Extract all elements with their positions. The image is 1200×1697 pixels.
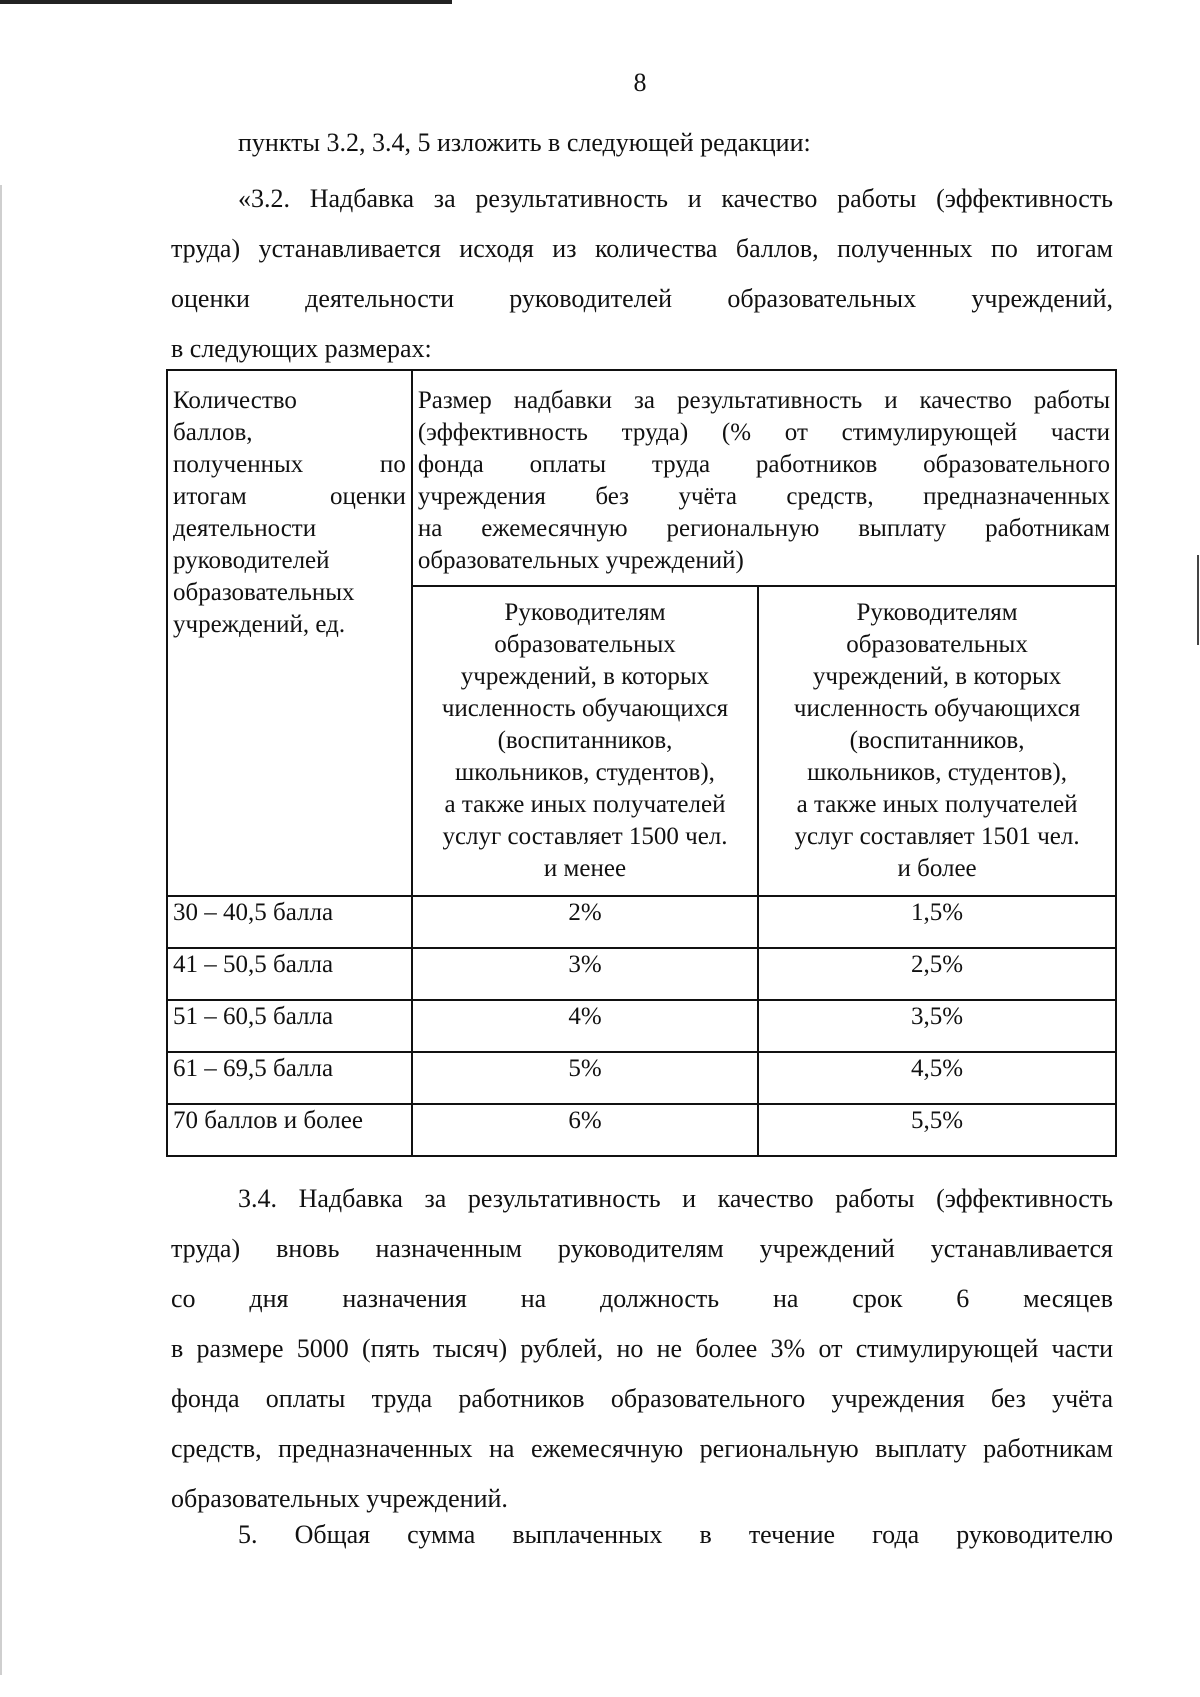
table-row (167, 1000, 1116, 1052)
points-range-cell: 51 – 60,5 балла (167, 1000, 412, 1052)
points-range-cell: 61 – 69,5 балла (167, 1052, 412, 1104)
header-points-line: баллов, (173, 419, 253, 446)
bonus-large-school-cell: 2,5% (758, 948, 1116, 1000)
subheader-line: учреждений, в которых (812, 663, 1062, 690)
subheader-line: образовательных (846, 631, 1028, 658)
header-bonus-line: Размер надбавки за результативность и качество работы (417, 387, 1110, 414)
bonus-small-school-cell: 4% (412, 1000, 758, 1052)
header-bonus-size-cell (412, 370, 1116, 586)
bonus-small-school-cell: 5% (412, 1052, 758, 1104)
right-edge-mark (1197, 555, 1199, 645)
section-3-2-line: труда) устанавливается исходя из количества баллов, полученных по итогам (171, 234, 1113, 263)
subheader-line: численность обучающихся (793, 695, 1081, 722)
subheader-line: и более (897, 855, 977, 882)
section-3-4-line: в размере 5000 (пять тысяч) рублей, но не более 3% от стимулирующей части (171, 1334, 1113, 1363)
table-header-row (167, 370, 1116, 586)
left-margin-line (0, 185, 2, 1675)
section-3-4-line: фонда оплаты труда работников образовательного учреждения без учёта (171, 1384, 1113, 1413)
header-points-line: итогам оценки (173, 483, 406, 510)
subheader-line: численность обучающихся (441, 695, 729, 722)
points-range-cell: 70 баллов и более (167, 1104, 412, 1156)
table-row (167, 1052, 1116, 1104)
table-row (167, 1104, 1116, 1156)
bonus-large-school-cell: 3,5% (758, 1000, 1116, 1052)
section-3-4-line: со дня назначения на должность на срок 6 месяцев (171, 1284, 1113, 1313)
points-range-cell: 41 – 50,5 балла (167, 948, 412, 1000)
subheader-1500-or-less-cell (412, 586, 758, 896)
subheader-line: Руководителям (504, 599, 666, 626)
header-bonus-line: фонда оплаты труда работников образовательного (417, 451, 1110, 478)
header-bonus-line: учреждения без учёта средств, предназначенных (417, 483, 1110, 510)
subheader-line: учреждений, в которых (460, 663, 710, 690)
bonus-small-school-cell: 3% (412, 948, 758, 1000)
section-3-4-paragraph (171, 1174, 1113, 1524)
header-points-line: деятельности (173, 515, 317, 542)
header-points-line: полученных по (173, 451, 406, 478)
header-points-cell (167, 370, 412, 896)
bonus-large-school-cell: 5,5% (758, 1104, 1116, 1156)
subheader-line: услуг составляет 1500 чел. (442, 823, 728, 850)
header-bonus-line: образовательных учреждений) (417, 547, 744, 574)
subheader-line: школьников, студентов), (807, 759, 1068, 786)
page-number: 8 (633, 68, 647, 97)
subheader-line: а также иных получателей (796, 791, 1078, 818)
header-points-line: Количество (173, 387, 297, 414)
header-points-line: образовательных (173, 579, 355, 606)
subheader-line: а также иных получателей (444, 791, 726, 818)
section-3-2-line: «3.2. Надбавка за результативность и качество работы (эффективность (238, 184, 1113, 213)
section-3-4-line: средств, предназначенных на ежемесячную региональную выплату работникам (171, 1434, 1113, 1463)
table-row (167, 948, 1116, 1000)
bonus-table (166, 369, 1117, 1157)
bonus-small-school-cell: 2% (412, 896, 758, 948)
subheader-line: (воспитанников, (497, 727, 673, 754)
table-row (167, 896, 1116, 948)
subheader-line: и менее (543, 855, 627, 882)
top-edge-rule (0, 0, 452, 4)
points-range-cell: 30 – 40,5 балла (167, 896, 412, 948)
header-points-line: руководителей (173, 547, 330, 574)
section-3-4-line: образовательных учреждений. (171, 1484, 508, 1513)
subheader-line: Руководителям (856, 599, 1018, 626)
bonus-large-school-cell: 1,5% (758, 896, 1116, 948)
subheader-1501-or-more-cell (758, 586, 1116, 896)
section-3-4-line: труда) вновь назначенным руководителям учреждений устанавливается (171, 1234, 1113, 1263)
header-bonus-line: (эффективность труда) (% от стимулирующей части (417, 419, 1110, 446)
section-3-2-line: в следующих размерах: (171, 334, 432, 363)
intro-paragraph: пункты 3.2, 3.4, 5 изложить в следующей редакции: (238, 128, 811, 157)
section-5-paragraph (171, 1510, 1113, 1560)
section-5-line: 5. Общая сумма выплаченных в течение года руководителю (238, 1520, 1113, 1549)
bonus-large-school-cell: 4,5% (758, 1052, 1116, 1104)
header-bonus-line: на ежемесячную региональную выплату работникам (417, 515, 1110, 542)
section-3-4-line: 3.4. Надбавка за результативность и качество работы (эффективность (238, 1184, 1113, 1213)
section-3-2-paragraph (171, 174, 1113, 374)
subheader-line: (воспитанников, (849, 727, 1025, 754)
subheader-line: школьников, студентов), (455, 759, 715, 786)
section-3-2-line: оценки деятельности руководителей образовательных учреждений, (171, 284, 1113, 313)
subheader-line: образовательных (494, 631, 676, 658)
subheader-line: услуг составляет 1501 чел. (794, 823, 1080, 850)
bonus-small-school-cell: 6% (412, 1104, 758, 1156)
header-points-line: учреждений, ед. (173, 611, 346, 638)
